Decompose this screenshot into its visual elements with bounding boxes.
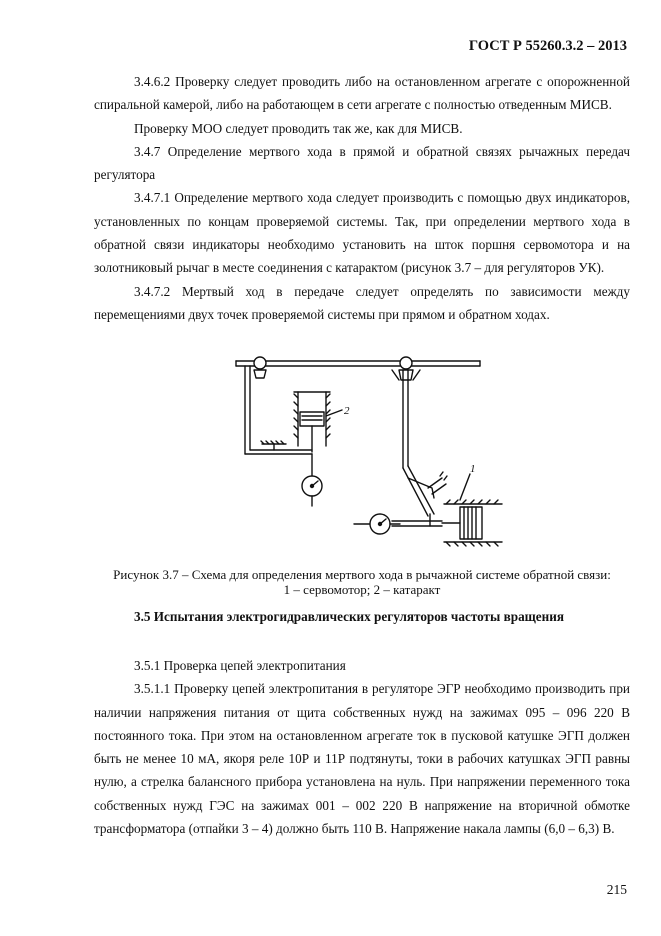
right-pivot [400,357,412,369]
section-title: 3.5 Испытания электрогидравлических регуляторов частоты вращения [134,609,564,624]
inclined-link [403,468,428,516]
paragraph-3-4-7-1: 3.4.7.1 Определение мертвого хода следует производить с помощью двух индикаторов, установленных по концам проверяемой системы. Так, при определении мертвого хода в обратной связи индикаторы необходимо установить на шток поршня сервомотора и на золотниковый рычаг в месте соединения с катарактом (рисунок 3.7 – для регуляторов УК). [94,190,630,276]
cataract-piston [300,412,324,426]
paragraph-3-5-1: 3.5.1 Проверка цепей электропитания [134,658,346,673]
paragraph-moo: Проверку МОО следует проводить так же, как для МИСВ. [134,120,463,136]
right-pivot-support [399,370,413,380]
leader-1 [460,474,470,500]
label-1: 1 [470,463,476,475]
paragraph-3-4-7: 3.4.7 Определение мертвого хода в прямой и обратной связях рычажных передач регулятора [94,143,630,183]
paragraph-3-5-1-1: 3.5.1.1 Проверку цепей электропитания в регуляторе ЭГР необходимо производить при наличии напряжения питания от щита собственных нужд на зажимах 095 – 096 220 В постоянного тока. При этом на остановленном агрегате ток в пусковой катушке ЭГП должен быть не менее 10 мА, якоря реле 10Р и 11Р подтянуты, токи в рабочих катушках ЭГП равны нулю, а стрелка балансного прибора установлена на нуль. При напряжении переменного тока собственных нужд ГЭС на зажимах 001 – 002 220 В напряжение на вторичной обмотке трансформатора (отпайки 3 – 4) должно быть 110 В. Напряжение накала лампы (6,0 – 6,3) В. [94,681,630,837]
text-block-top [94,70,630,326]
text-block-bottom [94,654,630,840]
figure-caption-line2: 1 – сервомотор; 2 – катаракт [283,582,441,597]
paragraph-3-4-7-2: 3.4.7.2 Мертвый ход в передаче следует определять по зависимости между перемещениями двух точек проверяемой системы при прямом и обратном ходах. [94,283,630,322]
page-number: 215 [606,882,627,897]
lever-system-diagram [232,348,512,553]
document-header: ГОСТ Р 55260.3.2 – 2013 [468,38,627,54]
left-pivot [254,357,266,369]
label-2: 2 [344,405,350,417]
servomotor-piston [460,507,482,539]
figure-caption [94,567,630,597]
spool-lever [408,478,434,498]
figure-caption-line1: Рисунок 3.7 – Схема для определения мертвого хода в рычажной системе обратной связи: [113,567,611,582]
left-pivot-support [254,370,266,378]
paragraph-3-4-6-2: 3.4.6.2 Проверку следует проводить либо на остановленном агрегате с опорожненной спиральной камерой, либо на работающем в сети агрегате с полностью отведенным МИСВ. [94,74,630,113]
